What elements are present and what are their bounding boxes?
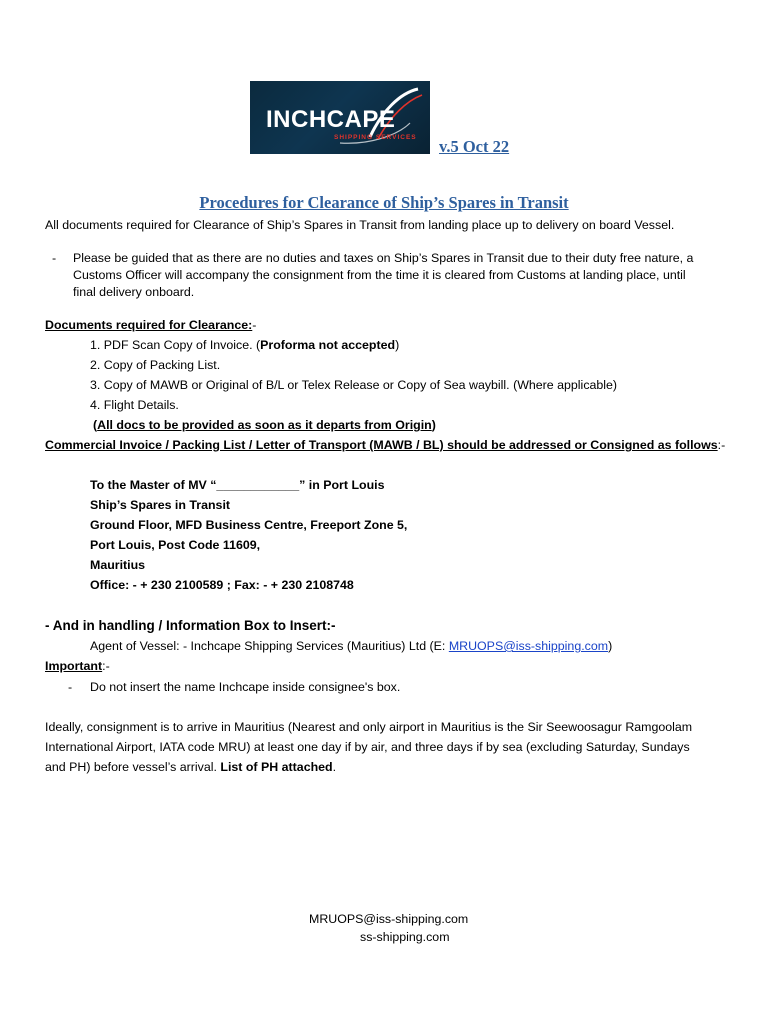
address-line-1: To the Master of MV “____________” in Port Louis — [90, 478, 385, 492]
address-line-4: Port Louis, Post Code 11609, — [90, 538, 261, 552]
document-item-2: 2. Copy of Packing List. — [90, 358, 221, 372]
logo-wordmark: INCHCAPE — [266, 106, 396, 133]
document-version: v.5 Oct 22 — [439, 137, 510, 156]
inchcape-logo — [250, 81, 430, 154]
footer-email: MRUOPS@iss-shipping.com — [309, 912, 469, 926]
address-line-2: Ship’s Spares in Transit — [90, 498, 231, 512]
guidance-line-1: Please be guided that as there are no duties and taxes on Ship’s Spares in Transit due to their duty free nature, a — [73, 251, 694, 265]
address-line-6: Office: - + 230 2100589 ; Fax: - + 230 2108748 — [90, 578, 354, 592]
page-title: Procedures for Clearance of Ship’s Spares in Transit — [199, 193, 569, 212]
document-item-4: 4. Flight Details. — [90, 398, 179, 412]
documents-note: (All docs to be provided as soon as it departs from Origin) — [93, 418, 436, 432]
documents-heading: Documents required for Clearance:- — [45, 318, 257, 332]
handling-heading: - And in handling / Information Box to Insert:- — [45, 618, 336, 633]
guidance-line-3: final delivery onboard. — [73, 285, 195, 299]
guidance-bullet: - — [52, 251, 57, 265]
logo-tagline: SHIPPING SERVICES — [334, 134, 417, 141]
consign-heading: Commercial Invoice / Packing List / Letter of Transport (MAWB / BL) should be addressed or Consigned as follows:- — [45, 438, 726, 452]
important-heading: Important:- — [45, 659, 110, 673]
agent-of-vessel: Agent of Vessel: - Inchcape Shipping Services (Mauritius) Ltd (E: MRUOPS@iss-shipping.com) — [90, 639, 613, 653]
arrival-line-1: Ideally, consignment is to arrive in Mauritius (Nearest and only airport in Mauritius is the Sir Seewoosagur Ramgoolam — [45, 720, 693, 734]
intro-text: All documents required for Clearance of Ship’s Spares in Transit from landing place up to delivery on board Vessel. — [45, 218, 675, 232]
address-line-5: Mauritius — [90, 558, 146, 572]
arrival-line-3: and PH) before vessel’s arrival. List of PH attached. — [45, 760, 337, 774]
address-line-3: Ground Floor, MFD Business Centre, Freeport Zone 5, — [90, 518, 408, 532]
important-text: Do not insert the name Inchcape inside consignee's box. — [90, 680, 401, 694]
important-bullet: - — [68, 680, 73, 694]
guidance-line-2: Customs Officer will accompany the consignment from the time it is cleared from Customs at landing place, until — [73, 268, 686, 282]
arrival-line-2: International Airport, IATA code MRU) at least one day if by air, and three days if by sea (excluding Saturday, Sundays — [45, 740, 690, 754]
footer-domain: ss-shipping.com — [360, 930, 450, 944]
document-item-1: 1. PDF Scan Copy of Invoice. (Proforma not accepted) — [90, 338, 400, 352]
agent-email-link[interactable]: MRUOPS@iss-shipping.com — [448, 639, 609, 653]
document-item-3: 3. Copy of MAWB or Original of B/L or Telex Release or Copy of Sea waybill. (Where applicable) — [90, 378, 618, 392]
